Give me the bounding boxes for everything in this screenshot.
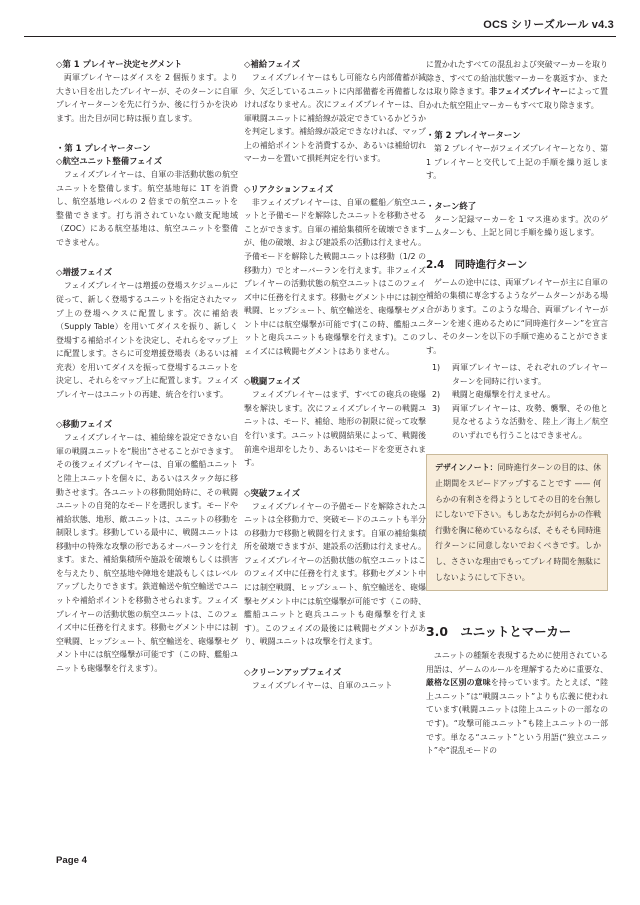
emphasis-text: 厳格な区別の意味 [426,678,491,688]
list-text: 戦闘と砲爆撃を行えません。 [452,390,556,400]
section-heading: ◇リアクションフェイズ [244,183,334,194]
rule-list [426,361,608,442]
turn-end [426,200,608,240]
section-text: フェイズプレイヤーは、自軍のユニット [251,680,393,690]
section-text: 両軍プレイヤーはダイスを 2 個振ります。より大きい目を出したプレイヤーが、そのターンに自軍プレイヤーターンを先に行うか、後に行うかを決めます。出た目が同じ時は振り直します。 [56,73,238,123]
first-player-segment [56,58,238,125]
text-run: に置かれたすべての混乱および突破マーカーを取り除き、すべての給油状態マーカーを裏返すか、または取り除きます。 [426,60,608,97]
text-run: を持っています。たとえば、“陸上ユニット”は“戦闘ユニット”よりも広義に使われています(戦闘ユニットは陸上ユニットの一部なのです)。“攻撃可能ユニット”も陸上ユニットの一部です。単なる“ユニット”という用語(“独立ユニット”や“混乱モードの [426,678,608,756]
section-text: フェイズプレイヤーの予備モードを解除されたユニットは全移動力で、突破モードのユニットも半分の移動力で移動と戦闘を行えます。自軍の補給集積所を破壊できますが、建設系の活動は行えません。フェイズプレイヤーの活動状態の航空ユニットはこのフェイズ中に任務を行えます。移動セグメント中には制空戦闘、ヒップシュート、航空輸送を、砲爆撃セグメント中には航空爆撃が可能です（この時、艦船ユニットと砲兵ユニットも砲爆撃を行えます）。このフェイズの最後には戦闘セグメントがあり、戦闘ユニットは攻撃を行えます。 [244,501,426,647]
second-player-turn [426,129,608,183]
list-text: 両軍プレイヤーは、攻勢、襲撃、その他と見なせるような活動を、陸上／海上／航空のいずれでも行うことはできません。 [452,403,608,440]
exploitation-phase [244,487,426,649]
section-text: ターン記録マーカーを 1 マス進めます。次のゲームターンも、上記と同じ手順を繰り返します。 [426,214,608,238]
section-text [426,649,608,757]
cleanup-phase [244,666,426,693]
list-item [426,402,608,443]
section-text: フェイズプレイヤーはまず、すべての砲兵の砲爆撃を解決します。次にフェイズプレイヤーの戦闘ユニットは、モード、補給、地形の制限に従って攻撃を行います。ユニットは戦闘結果によって、戦闘後前進や退却をしたり、あるいはモードを変更されます。 [244,390,426,468]
section-heading: ◇戦闘フェイズ [244,376,301,387]
design-note-label: デザインノート： [435,463,498,473]
page-header [0,0,640,46]
series-rules-title: OCS シリーズルール v4.3 [483,19,614,31]
emphasis-text: 非フェイズプレイヤー [489,87,569,97]
section-heading: ・第 1 プレイヤーターン [56,143,151,154]
section-heading-units-markers: 3.0 ユニットとマーカー [426,624,572,640]
section-text: フェイズプレイヤーは増援の登場スケジュールに従って、新しく登場するユニットを指定されたマップ上の登場ヘクスに配置します。次に補給表（Supply Table）を用いてダイスを振り、新しく登場する補給ポイントを決定し、それらをマップ上に配置します。さらに可変増援登場表（あるいは補充表）を用いてダイスを振って登場するユニットを決定し、それらをマップ上に配置します。フェイズプレイヤーはユニットの再建、統合を行います。 [56,281,238,399]
reinforcement-phase [56,266,238,401]
design-note-box [426,454,608,591]
cleanup-continued [426,58,608,112]
list-number: 3) [432,403,441,413]
section-text: フェイズプレイヤーは、自軍の非活動状態の航空ユニットを整備します。航空基地毎に 1T を消費し、航空基地レベルの 2 倍までの航空ユニットを整備できます。打ち消されていない敵支配地域（ZOC）にある航空基地は、航空ユニットを整備できません。 [56,170,238,247]
section-heading: 2.4 同時進行ターン [426,258,528,271]
list-number: 2) [432,390,441,400]
section-subheading: ◇航空ユニット整備フェイズ [56,156,163,167]
section-text [426,58,608,112]
movement-phase [56,418,238,675]
list-text: 両軍プレイヤーは、それぞれのプレイヤーターンを同時に行います。 [452,363,608,386]
supply-phase [244,58,426,166]
section-heading: ・ターン終了 [426,200,477,211]
section-heading: ◇突破フェイズ [244,487,301,498]
page-number: Page 4 [56,855,87,866]
section-text: 非フェイズプレイヤーは、自軍の艦船／航空ユニットと予備モードを解除したユニットを移動させることができます。自軍の補給集積所を破壊できますが、他の破壊、および建設系の活動は行えません。予備モードを解除した戦闘ユニットは移動（1/2 の移動力）でとオーバーランを行えます。非フェイズプレイヤーの活動状態の航空ユニットはこのフェイズ中に任務を行えます。移動セグメント中には制空戦闘、ヒップシュート、航空輸送を、砲爆撃セグメント中には航空爆撃が可能です(この時、艦船ユニットと砲兵ユニットも砲爆撃を行えます)。このフェイズには戦闘セグメントはありません。 [244,197,426,356]
section-text: フェイズプレイヤーは、補給線を設定できない自軍の戦闘ユニットを“脱出”させることができます。その後フェイズプレイヤーは、自軍の艦船ユニットと陸上ユニットを個々に、あるいはスタック毎に移動させます。各ユニットの移動開始時に、その戦闘ユニットの自発的なモードを選択します。モードや補給状態、地形、敵ユニットは、ユニットの移動を制限します。移動している最中に、戦闘ユニットは移動中の特殊な攻撃の形であるオーバーランを行えます。また、補給集積所や施設を破壊もしくは損害を与えたり、航空基地や陣地を建設もしくはレベルアップしたりできます。鉄道輸送や航空輸送でユニットや補給ポイントを移動させられます。フェイズプレイヤーの活動状態の航空ユニットは、このフェイズ中に任務を行えます。移動セグメント中には制空戦闘、ヒップシュート、航空輸送を、砲爆撃セグメント中には航空爆撃が可能です（この時、艦船ユニットも砲爆撃を行えます）。 [56,433,238,673]
list-number: 1) [432,363,441,373]
design-note-text [435,460,601,585]
text-run: ユニットの種類を表現するために使用されている用語は、ゲームのルールを理解するために重要な、 [426,651,608,674]
section-text: 第 2 プレイヤーがフェイズプレイヤーとなり、第 1 プレイヤーと交代して上記の手順を繰り返します。 [426,144,608,181]
list-item [426,388,608,402]
section-heading: ◇第 1 プレイヤー決定セグメント [56,59,183,69]
section-heading: ◇移動フェイズ [56,419,113,430]
design-note-body: 同時進行ターンの目的は、休止期間をスピードアップすることです —— 何らかの有利さを得ようとしてその目的を台無しにしないで下さい。もしあなたが何らかの作戦行動を胸に秘めているならば、そもそも同時進行ターンに同意しないでおくべきです。しかし、ささいな理由でもってプレイ時間を無駄にしないようにして下さい。 [435,463,601,582]
column-3 [426,58,608,758]
section-text: フェイズプレイヤーはもし可能なら内部備蓄が減少、欠乏しているユニットに内部備蓄を再備蓄しなければなりません。次にフェイズプレイヤーは、自軍戦闘ユニットに補給線が設定できているかどうかを判定します。補給線が設定できなければ、マップ上の補給ポイントを消費するか、あるいは補給切れマーカーを置いて損耗判定を行います。 [244,73,426,164]
combat-phase [244,375,426,469]
header-rule [24,36,616,37]
text-run: によって置かれた航空阻止マーカーもすべて取り除きます。 [426,87,608,110]
simultaneous-turn [426,257,608,443]
reaction-phase [244,183,426,359]
section-heading: ・第 2 プレイヤーターン [426,130,521,141]
air-unit-refit-phase [56,142,238,249]
section-text: ゲームの途中には、両軍プレイヤーが主に自軍の補給の集積に専念するようなゲームターンがある場合があります。このような場合、両軍プレイヤーがターンを速く進めるために“同時進行ターン”を宣言し、そのターンを以下の手順で進めることができます。 [426,277,608,355]
column-1 [56,58,238,692]
section-heading: ◇補給フェイズ [244,59,301,69]
section-heading: ◇増援フェイズ [56,267,113,278]
section-heading: ◇クリーンアップフェイズ [244,666,342,677]
column-2 [244,58,426,709]
list-item [426,361,608,388]
